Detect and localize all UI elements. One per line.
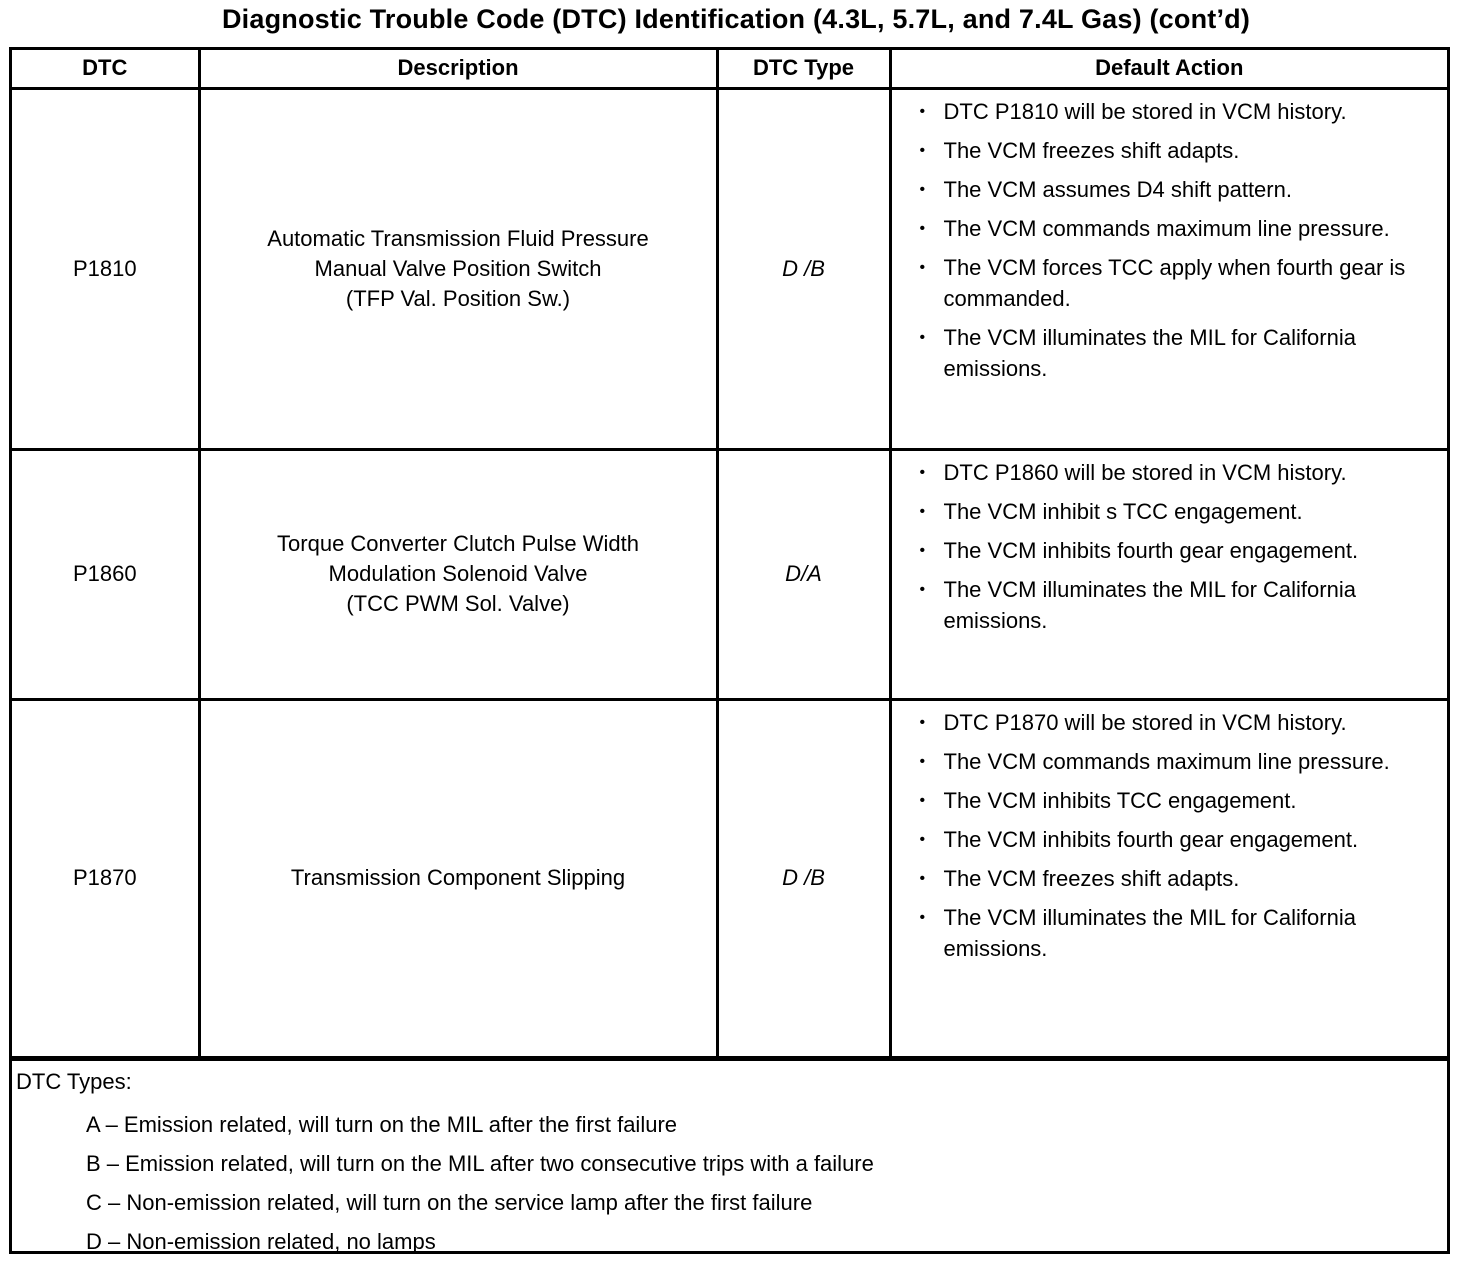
header-default-action: Default Action xyxy=(890,50,1447,88)
list-item: • The VCM inhibit s TCC engagement. xyxy=(920,496,1436,527)
list-item: • DTC P1860 will be stored in VCM history. xyxy=(920,457,1436,488)
legend-title: DTC Types: xyxy=(16,1069,132,1094)
bullet-icon: • xyxy=(919,908,926,926)
bullet-icon: • xyxy=(919,580,926,598)
list-item: • The VCM inhibits TCC engagement. xyxy=(920,785,1436,816)
default-action-cell xyxy=(890,699,1447,1057)
legend-list xyxy=(86,1110,874,1266)
header-dtc-type: DTC Type xyxy=(717,50,890,88)
list-item: • DTC P1810 will be stored in VCM history. xyxy=(920,96,1436,127)
bullet-icon: • xyxy=(919,752,926,770)
list-item: A – Emission related, will turn on the MIL after the first failure xyxy=(86,1112,678,1137)
action-list xyxy=(920,457,1436,636)
bullet-icon: • xyxy=(919,258,926,276)
bullet-icon: • xyxy=(919,141,926,159)
list-item: • The VCM freezes shift adapts. xyxy=(920,863,1436,894)
bullet-icon: • xyxy=(919,102,926,120)
list-item: B – Emission related, will turn on the MIL after two consecutive trips with a failure xyxy=(86,1151,874,1176)
list-item: D – Non-emission related, no lamps xyxy=(86,1229,436,1254)
dtc-table-frame xyxy=(9,47,1450,1254)
header-description: Description xyxy=(199,50,717,88)
dtc-types-legend xyxy=(12,1058,1447,1254)
bullet-icon: • xyxy=(919,502,926,520)
description-line: Modulation Solenoid Valve xyxy=(328,561,588,586)
list-item: • The VCM inhibits fourth gear engagement. xyxy=(920,535,1436,566)
header-dtc: DTC xyxy=(12,50,199,88)
table-row xyxy=(12,449,1447,699)
bullet-icon: • xyxy=(919,869,926,887)
list-item: C – Non-emission related, will turn on the service lamp after the first failure xyxy=(86,1190,813,1215)
list-item: • The VCM inhibits fourth gear engagement. xyxy=(920,824,1436,855)
dtc-code: P1860 xyxy=(12,449,199,699)
list-item: • The VCM commands maximum line pressure. xyxy=(920,746,1436,777)
description-line: Transmission Component Slipping xyxy=(290,865,626,890)
dtc-type: D/A xyxy=(717,449,890,699)
bullet-icon: • xyxy=(919,463,926,481)
bullet-icon: • xyxy=(919,713,926,731)
list-item: • DTC P1870 will be stored in VCM history. xyxy=(920,707,1436,738)
dtc-code: P1870 xyxy=(12,699,199,1057)
list-item: • The VCM assumes D4 shift pattern. xyxy=(920,174,1436,205)
list-item: • The VCM illuminates the MIL for California emissions. xyxy=(920,574,1436,636)
bullet-icon: • xyxy=(919,541,926,559)
description-line: Torque Converter Clutch Pulse Width xyxy=(277,531,639,556)
default-action-cell xyxy=(890,449,1447,699)
dtc-description xyxy=(199,699,717,1057)
table-row xyxy=(12,699,1447,1057)
bullet-icon: • xyxy=(919,328,926,346)
dtc-description xyxy=(199,88,717,449)
dtc-type: D /B xyxy=(717,88,890,449)
list-item: • The VCM forces TCC apply when fourth gear is commanded. xyxy=(920,252,1436,314)
dtc-code: P1810 xyxy=(12,88,199,449)
list-item: • The VCM illuminates the MIL for California emissions. xyxy=(920,902,1436,964)
description-line: (TFP Val. Position Sw.) xyxy=(345,285,571,311)
list-item: • The VCM freezes shift adapts. xyxy=(920,135,1436,166)
table-row xyxy=(12,88,1447,449)
dtc-description xyxy=(199,449,717,699)
bullet-icon: • xyxy=(919,830,926,848)
page-title: Diagnostic Trouble Code (DTC) Identification (4.3L, 5.7L, and 7.4L Gas) (cont’d) xyxy=(221,4,1251,34)
description-line: (TCC PWM Sol. Valve) xyxy=(346,591,570,616)
bullet-icon: • xyxy=(919,791,926,809)
bullet-icon: • xyxy=(919,180,926,198)
bullet-icon: • xyxy=(919,219,926,237)
header-row xyxy=(12,50,1447,88)
description-line: Manual Valve Position Switch xyxy=(314,255,602,281)
list-item: • The VCM illuminates the MIL for California emissions. xyxy=(920,322,1436,384)
description-line: Automatic Transmission Fluid Pressure xyxy=(267,225,649,251)
dtc-table xyxy=(12,50,1447,1059)
dtc-type: D /B xyxy=(717,699,890,1057)
list-item: • The VCM commands maximum line pressure. xyxy=(920,213,1436,244)
default-action-cell xyxy=(890,88,1447,449)
action-list xyxy=(920,96,1436,384)
action-list xyxy=(920,707,1436,964)
